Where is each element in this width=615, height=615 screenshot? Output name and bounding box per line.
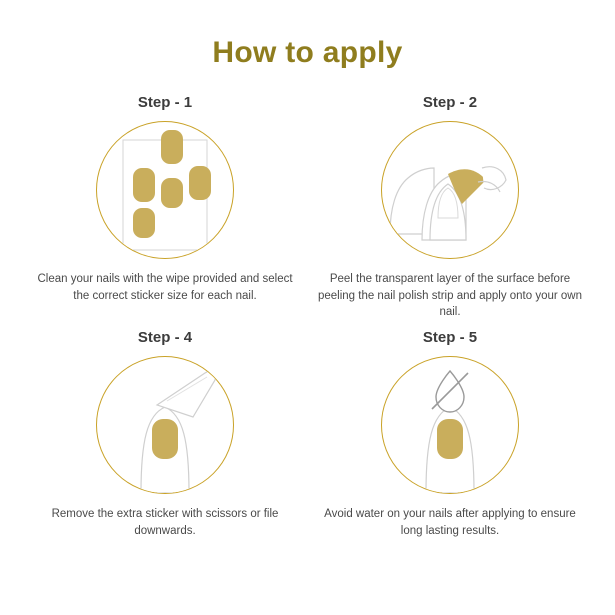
step-label-2: Step - 2 [422, 94, 478, 111]
steps-grid [28, 94, 588, 539]
nail-sticker-sheet-icon [97, 122, 233, 258]
step-illustration-5 [381, 356, 519, 494]
peeling-strip-finger-icon [382, 122, 518, 258]
step-caption-5: Avoid water on your nails after applying to ensure long lasting results. [324, 508, 576, 537]
step-caption-2: Peel the transparent layer of the surface before peeling the nail polish strip and apply onto your own nail. [317, 273, 583, 319]
no-water-drop-icon [382, 357, 518, 493]
step-card-1 [28, 94, 303, 321]
step-label-1: Step - 1 [137, 94, 193, 111]
step-card-2 [313, 94, 588, 321]
step-label-4: Step - 4 [137, 329, 193, 347]
step-label-5: Step - 5 [422, 329, 478, 347]
step-card-5 [313, 329, 588, 539]
step-illustration-4 [96, 356, 234, 494]
nail-file-finger-icon [97, 357, 233, 493]
step-illustration-1 [96, 121, 234, 259]
step-card-4 [28, 329, 303, 539]
step-caption-4: Remove the extra sticker with scissors or file downwards. [51, 508, 279, 537]
step-illustration-2 [381, 121, 519, 259]
page-title: How to apply [212, 36, 403, 69]
step-caption-1: Clean your nails with the wipe provided and select the correct sticker size for each nail. [37, 273, 293, 302]
